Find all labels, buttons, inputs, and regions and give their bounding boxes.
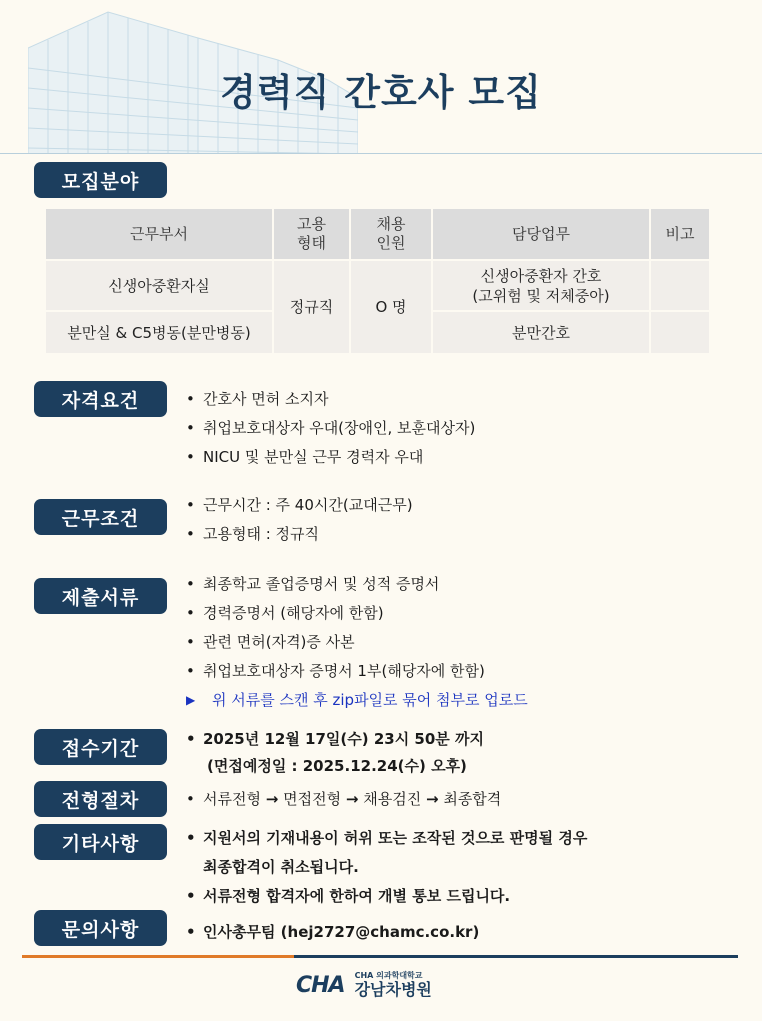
process-step: 최종합격 <box>443 790 502 808</box>
section-badge-conditions: 근무조건 <box>34 499 167 535</box>
logo-text <box>355 972 432 998</box>
section-badge-process: 전형절차 <box>34 781 167 817</box>
arrow-right-icon: → <box>345 790 359 808</box>
section-badge-qualification: 자격요건 <box>34 381 167 417</box>
table-cell-type: 정규직 <box>273 260 350 354</box>
section-badge-documents: 제출서류 <box>34 578 167 614</box>
table-cell-note <box>650 260 710 311</box>
logo-university-name: CHA 의과학대학교 <box>354 971 423 980</box>
documents-upload-note: ▶ 위 서류를 스캔 후 zip파일로 묶어 첨부로 업로드 <box>186 686 528 715</box>
arrow-right-icon: → <box>265 790 279 808</box>
process-step: 서류전형 <box>203 790 261 808</box>
etc-list <box>186 824 587 911</box>
footer-divider-navy <box>294 955 738 958</box>
table-header-row <box>45 208 710 260</box>
table-cell-dept: 분만실 & C5병동(분만병동) <box>45 311 273 354</box>
table-cell-count: O 명 <box>350 260 432 354</box>
list-item: • NICU 및 분만실 근무 경력자 우대 <box>186 443 475 472</box>
table-row <box>45 260 710 311</box>
table-cell-duty: 신생아중환자 간호 (고위험 및 저체중아) <box>432 260 650 311</box>
recruit-table <box>44 207 711 355</box>
etc-notice-1: • 지원서의 기재내용이 허위 또는 조작된 것으로 판명될 경우 <box>186 824 587 853</box>
list-item: • 경력증명서 (해당자에 한함) <box>186 599 528 628</box>
table-cell-note <box>650 311 710 354</box>
list-item: • 고용형태 : 정규직 <box>186 520 413 549</box>
page-title: 경력직 간호사 모집 <box>220 71 542 114</box>
process-steps <box>186 785 501 814</box>
table-cell-dept: 신생아중환자실 <box>45 260 273 311</box>
table-header-cell: 비고 <box>650 208 710 260</box>
hospital-logo <box>296 970 432 1000</box>
qualification-list <box>186 385 475 472</box>
list-item: • 근무시간 : 주 40시간(교대근무) <box>186 491 413 520</box>
logo-hospital-name: 강남차병원 <box>354 980 432 999</box>
table-header-cell: 담당업무 <box>432 208 650 260</box>
table-header-cell: 근무부서 <box>45 208 273 260</box>
table-header-cell: 고용 형태 <box>273 208 350 260</box>
list-item: • 취업보호대상자 우대(장애인, 보훈대상자) <box>186 414 475 443</box>
process-step: 면접전형 <box>283 790 342 808</box>
section-badge-contact: 문의사항 <box>34 910 167 946</box>
header <box>0 0 762 154</box>
table-header-cell: 채용 인원 <box>350 208 432 260</box>
contact-text: • 인사총무팀 (hej2727@chamc.co.kr) <box>186 918 479 947</box>
cha-logo-mark: CHA <box>296 972 345 998</box>
contact-list <box>186 918 479 947</box>
period-list <box>186 726 484 780</box>
arrow-right-icon: → <box>425 790 439 808</box>
list-item: • 관련 면허(자격)증 사본 <box>186 628 528 657</box>
interview-date-text: (면접예정일 : 2025.12.24(수) 오후) <box>207 757 467 775</box>
process-list <box>186 785 501 814</box>
list-item: • 취업보호대상자 증명서 1부(해당자에 한함) <box>186 657 528 686</box>
documents-list <box>186 570 528 715</box>
section-badge-field: 모집분야 <box>34 162 167 198</box>
section-badge-period: 접수기간 <box>34 729 167 765</box>
section-badge-etc: 기타사항 <box>34 824 167 860</box>
list-item: • 최종학교 졸업증명서 및 성적 증명서 <box>186 570 528 599</box>
table-cell-duty: 분만간호 <box>432 311 650 354</box>
list-item: • 간호사 면허 소지자 <box>186 385 475 414</box>
conditions-list <box>186 491 413 549</box>
footer-divider-orange <box>22 955 294 958</box>
etc-notice-1-cont: 최종합격이 취소됩니다. <box>203 858 359 876</box>
etc-notice-2: • 서류전형 합격자에 한하여 개별 통보 드립니다. <box>186 882 587 911</box>
process-step: 채용검진 <box>363 790 422 808</box>
deadline-text: • 2025년 12월 17일(수) 23시 50분 까지 <box>186 726 484 753</box>
